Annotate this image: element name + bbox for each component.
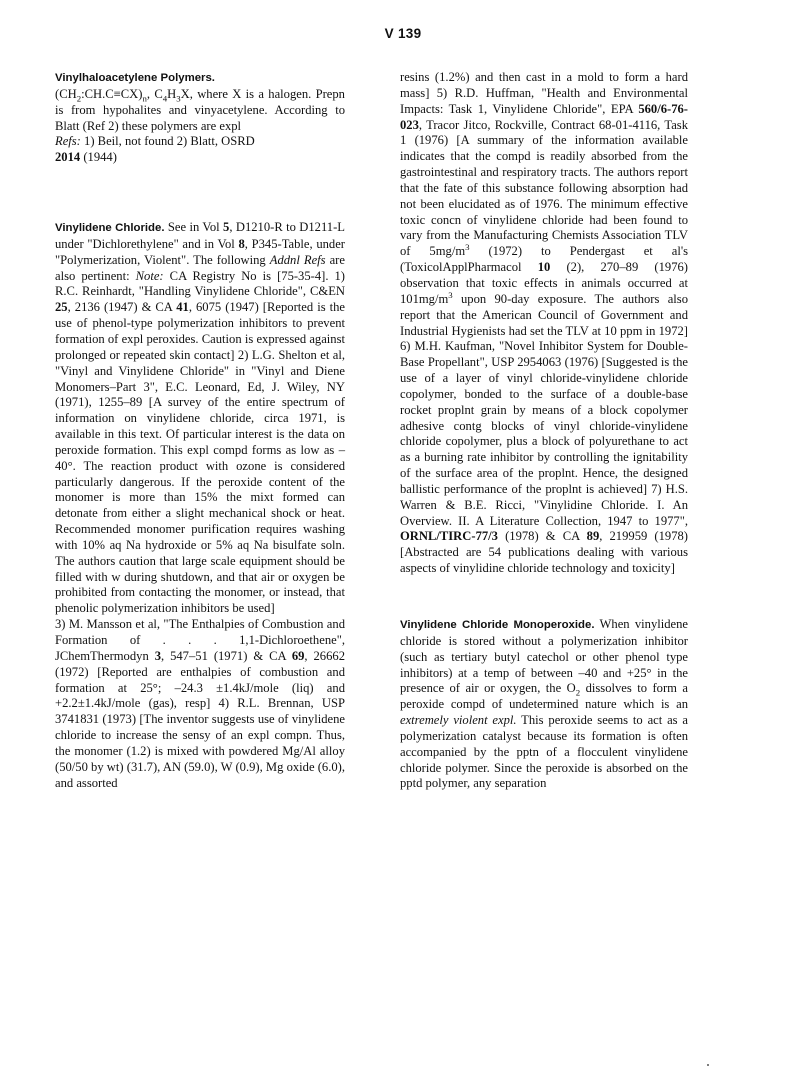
report-number: 560/6-76-023 xyxy=(400,101,688,132)
reference-text: , 219959 (1978) [Abstracted are 54 publications dealing with various aspects of vinylidine chloride technology and toxicity] xyxy=(400,529,688,576)
entry-vinylidene-chloride-continued xyxy=(400,70,688,577)
entry-vinylhaloacetylene-polymers xyxy=(55,70,345,166)
volume-number: 5 xyxy=(223,220,230,235)
formula-text: :CH.C≡CX) xyxy=(81,86,143,101)
formula-text: (CH xyxy=(55,86,77,101)
formula-subscript: 3 xyxy=(176,93,181,104)
refs-year: (1944) xyxy=(83,150,117,165)
entry-vinylidene-chloride xyxy=(55,220,345,791)
formula-subscript: 2 xyxy=(76,93,82,104)
page-number: V 139 xyxy=(384,26,422,41)
reference-text: upon 90-day exposure. The authors also report that the American Council of Government and Industrial Hygienists had set the TLV at 10 ppm in 1972] 6) M.H. Kaufman, "Novel Inhibitor System for Double-Base Propellant", USP 2954063 (1976) [Suggested is the use of a layer of vinyl chloride-vinylidene chloride copolymer, bonded to the surface of a double-base rocket proplnt grain by means of a block copolymer adhesive contg blocks of vinyl chloride-vinylidene chloride copolymer, plus a block of polyurethane to act as a burning rate inhibitor by controlling the ignitability of the surface area of the proplnt. Hence, the designed ballistic performance of the proplnt is achieved] 7) H.S. Warren & B.E. Ricci, "Vinylidine Chloride. I. An Overview. II. A Literature Collection, 1947 to 1977", xyxy=(400,291,688,528)
reference-text: , 26662 (1972) [Reported are enthalpies of combustion and formation at 25°; –24.3 ±1.4kJ/mole (liq) and +2.2±1.4kJ/mole (gas), resp] 4) R.L. Brennan, USP 3741831 (1973) [The inventor suggests use of vinylidene chloride to increase the sensy of an expl compn. Thus, the monomer (1.2) is mixed with powdered Mg/Al alloy (50/50 by wt) (31.7), AN (59.0), W (0.9), Mg oxide (6.0), and assorted xyxy=(55,648,345,790)
reference-text: 3) M. Mansson et al, "The Enthalpies of Combustion and Formation of . . . 1,1-Dichloroethene", JChemThermodyn xyxy=(55,617,345,663)
entry-title: Vinylidene Chloride. xyxy=(55,222,165,235)
refs-bold-number: 2014 xyxy=(55,150,81,165)
entry-text: , P345-Table, under "Polymerization, Violent". The following xyxy=(55,236,345,267)
volume-number: 69 xyxy=(291,648,305,663)
volume-number: 3 xyxy=(154,648,161,663)
volume-number: 41 xyxy=(176,300,189,315)
right-column xyxy=(400,70,688,824)
emphasis-text: extremely violent expl. xyxy=(400,713,517,728)
reference-text: (1978) & CA xyxy=(497,529,580,544)
entry-text: are also pertinent: xyxy=(55,252,345,283)
reference-text: , 547–51 (1971) & CA xyxy=(161,648,286,663)
volume-number: 10 xyxy=(537,260,551,275)
formula-text: H xyxy=(167,86,177,101)
subscript: 2 xyxy=(575,687,581,698)
addnl-refs-label: Addnl Refs xyxy=(269,252,326,267)
entry-title: Vinylhaloacetylene Polymers. xyxy=(55,72,215,84)
reference-text: , Tracor Jitco, Rockville, Contract 68-01-4116, Task 1 (1976) [A summary of the information available indicates that the compd is readily absorbed from the gastrointestinal and respiratory tracts. The authors report that the fate of this substance following absorption had not been elucidated as of 1976. The minimum effective toxic concn of vinylidene chloride had been found to vary from the Manufacturing Chemists Association TLV of 5mg/m xyxy=(400,117,688,259)
entry-text: dissolves to form a peroxide compd of undetermined nature which is an xyxy=(400,681,688,712)
volume-number: 8 xyxy=(238,236,245,251)
entry-body xyxy=(400,70,688,577)
volume-number: 89 xyxy=(586,529,600,544)
formula-subscript: n xyxy=(142,93,147,104)
entry-body xyxy=(55,220,345,791)
reference-text: (2), 270–89 (1976) observation that toxic effects in animals occurred at 101mg/m xyxy=(400,260,688,306)
left-column xyxy=(55,70,345,823)
scan-speck xyxy=(707,1064,709,1066)
entry-text: See in Vol xyxy=(167,220,220,235)
superscript: 3 xyxy=(465,242,470,253)
formula-text: , C xyxy=(146,86,163,101)
report-number: ORNL/TIRC-77/3 xyxy=(400,529,498,544)
volume-number: 25 xyxy=(55,300,68,315)
superscript: 3 xyxy=(448,289,453,300)
reference-text: (1972) to Pendergast et al's (ToxicolApplPharmacol xyxy=(400,244,688,275)
reference-text: resins (1.2%) and then cast in a mold to form a hard mass] 5) R.D. Huffman, "Health and Environmental Impacts: Task 1, Vinylidene Chloride", EPA xyxy=(400,70,688,116)
entry-text: X, where X is a halogen. Prepn is from hypohalites and vinyacetylene. According to Blatt (Ref 2) these polymers are expl xyxy=(55,86,345,133)
refs-label: Refs: xyxy=(55,134,81,149)
reference-text: , 2136 (1947) & CA xyxy=(67,300,173,315)
reference-text: CA Registry No is [75-35-4]. 1) R.C. Reinhardt, "Handling Vinylidene Chloride", C&EN xyxy=(55,268,346,299)
reference-text: , 6075 (1947) [Reported is the use of phenol-type polymerization inhibitors to prevent formation of expl peroxides. Caution is expressed against prolonged or repeated skin contact] 2) L.G. Shelton et al, "Vinyl and Vinylidene Chloride" in "Vinyl and Diene Monomers–Part 3", E.C. Leonard, Ed, J. Wiley, NY (1971), 1255–89 [A survey of the entire spectrum of information on vinylidene chloride, circa 1971, is available in this text. Of particular interest is the data on peroxide formation. This expl compd forms as low as –40°. The reaction product with ozone is considered particularly dangerous. If the peroxide content of the monomer is more than 15% the mixt formed can detonate from either a slight mechanical shock or heat. Recommended monomer purification requires washing with 10% aq Na hydroxide or 5% aq Na bisulfate soln. The authors caution that large scale equipment should be filled with w during shutdown, and that air or oxygen be prohibited from contacting the monomer, or instead, that phenolic polymerization inhibitors be used] xyxy=(55,300,345,616)
entry-title: Vinylidene Chloride Monoperoxide. xyxy=(400,619,595,631)
entry-vinylidene-chloride-monoperoxide xyxy=(400,617,688,792)
entry-body xyxy=(400,617,688,792)
entry-text: , D1210-R to D1211-L under "Dichlorethylene" and in Vol xyxy=(55,220,345,251)
entry-text: This peroxide seems to act as a polymerization catalyst because its formation is often accompanied by the pptn of a flocculent vinylidene chloride polymer. Since the peroxide is absorbed on the pptd polymer, any separation xyxy=(400,713,689,791)
entry-body xyxy=(55,70,345,166)
refs-text: 1) Beil, not found 2) Blatt, OSRD xyxy=(84,134,255,149)
note-label: Note: xyxy=(135,268,164,283)
entry-text: When vinylidene chloride is stored without a polymerization inhibitor (such as tertiary butyl catechol or other phenol type inhibitors) at a temp of between –40 and +25° in the presence of air or oxygen, the O xyxy=(400,617,689,696)
formula-subscript: 4 xyxy=(162,93,168,104)
